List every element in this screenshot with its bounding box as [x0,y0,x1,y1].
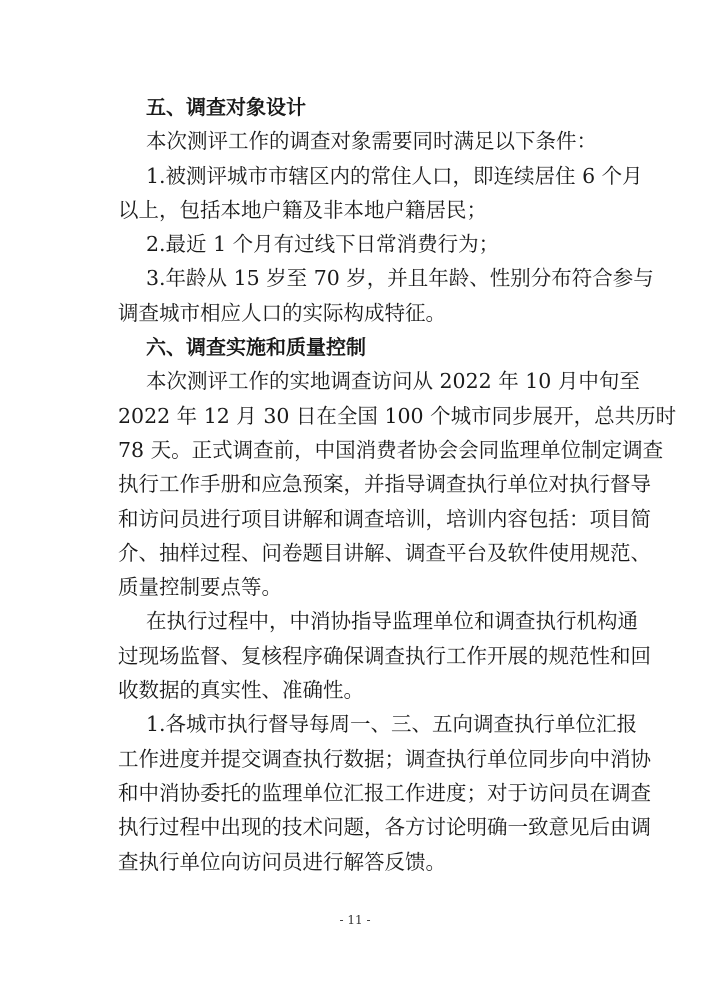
paragraph-line: 和中消协委托的监理单位汇报工作进度；对于访问员在调查 [118,780,651,805]
paragraph-line: 3.年龄从 15 岁至 70 岁，并且年龄、性别分布符合参与 [146,266,654,291]
section-heading-6: 六、调查实施和质量控制 [146,335,366,360]
paragraph-line: 78 天。正式调查前，中国消费者协会会同监理单位制定调查 [118,437,664,462]
paragraph-line: 1.被测评城市市辖区内的常住人口，即连续居住 6 个月 [146,163,643,188]
paragraph-line: 和访问员进行项目讲解和调查培训，培训内容包括：项目简 [118,506,651,531]
paragraph-line: 本次测评工作的调查对象需要同时满足以下条件： [146,129,597,154]
paragraph-line: 在执行过程中，中消协指导监理单位和调查执行机构通 [146,609,638,634]
section-heading-5: 五、调查对象设计 [146,95,306,119]
paragraph-line: 查执行单位向访问员进行解答反馈。 [118,849,446,874]
paragraph-line: 2022 年 12 月 30 日在全国 100 个城市同步展开，总共历时 [118,403,677,428]
paragraph-line: 收数据的真实性、准确性。 [118,678,364,703]
paragraph-line: 1.各城市执行督导每周一、三、五向调查执行单位汇报 [146,712,638,737]
paragraph-line: 调查城市相应人口的实际构成特征。 [118,300,446,325]
paragraph-line: 质量控制要点等。 [118,575,282,600]
page-number: - 11 - [339,913,371,927]
paragraph-line: 介、抽样过程、问卷题目讲解、调查平台及软件使用规范、 [118,540,651,565]
paragraph-line: 本次测评工作的实地调查访问从 2022 年 10 月中旬至 [146,369,640,394]
paragraph-line: 以上，包括本地户籍及非本地户籍居民； [118,197,487,222]
paragraph-line: 工作进度并提交调查执行数据；调查执行单位同步向中消协 [118,746,651,771]
paragraph-line: 执行工作手册和应急预案，并指导调查执行单位对执行督导 [118,472,651,497]
page-body [118,90,677,879]
paragraph-line: 2.最近 1 个月有过线下日常消费行为； [146,232,500,257]
paragraph-line: 执行过程中出现的技术问题，各方讨论明确一致意见后由调 [118,815,651,840]
paragraph-line: 过现场监督、复核程序确保调查执行工作开展的规范性和回 [118,643,651,668]
